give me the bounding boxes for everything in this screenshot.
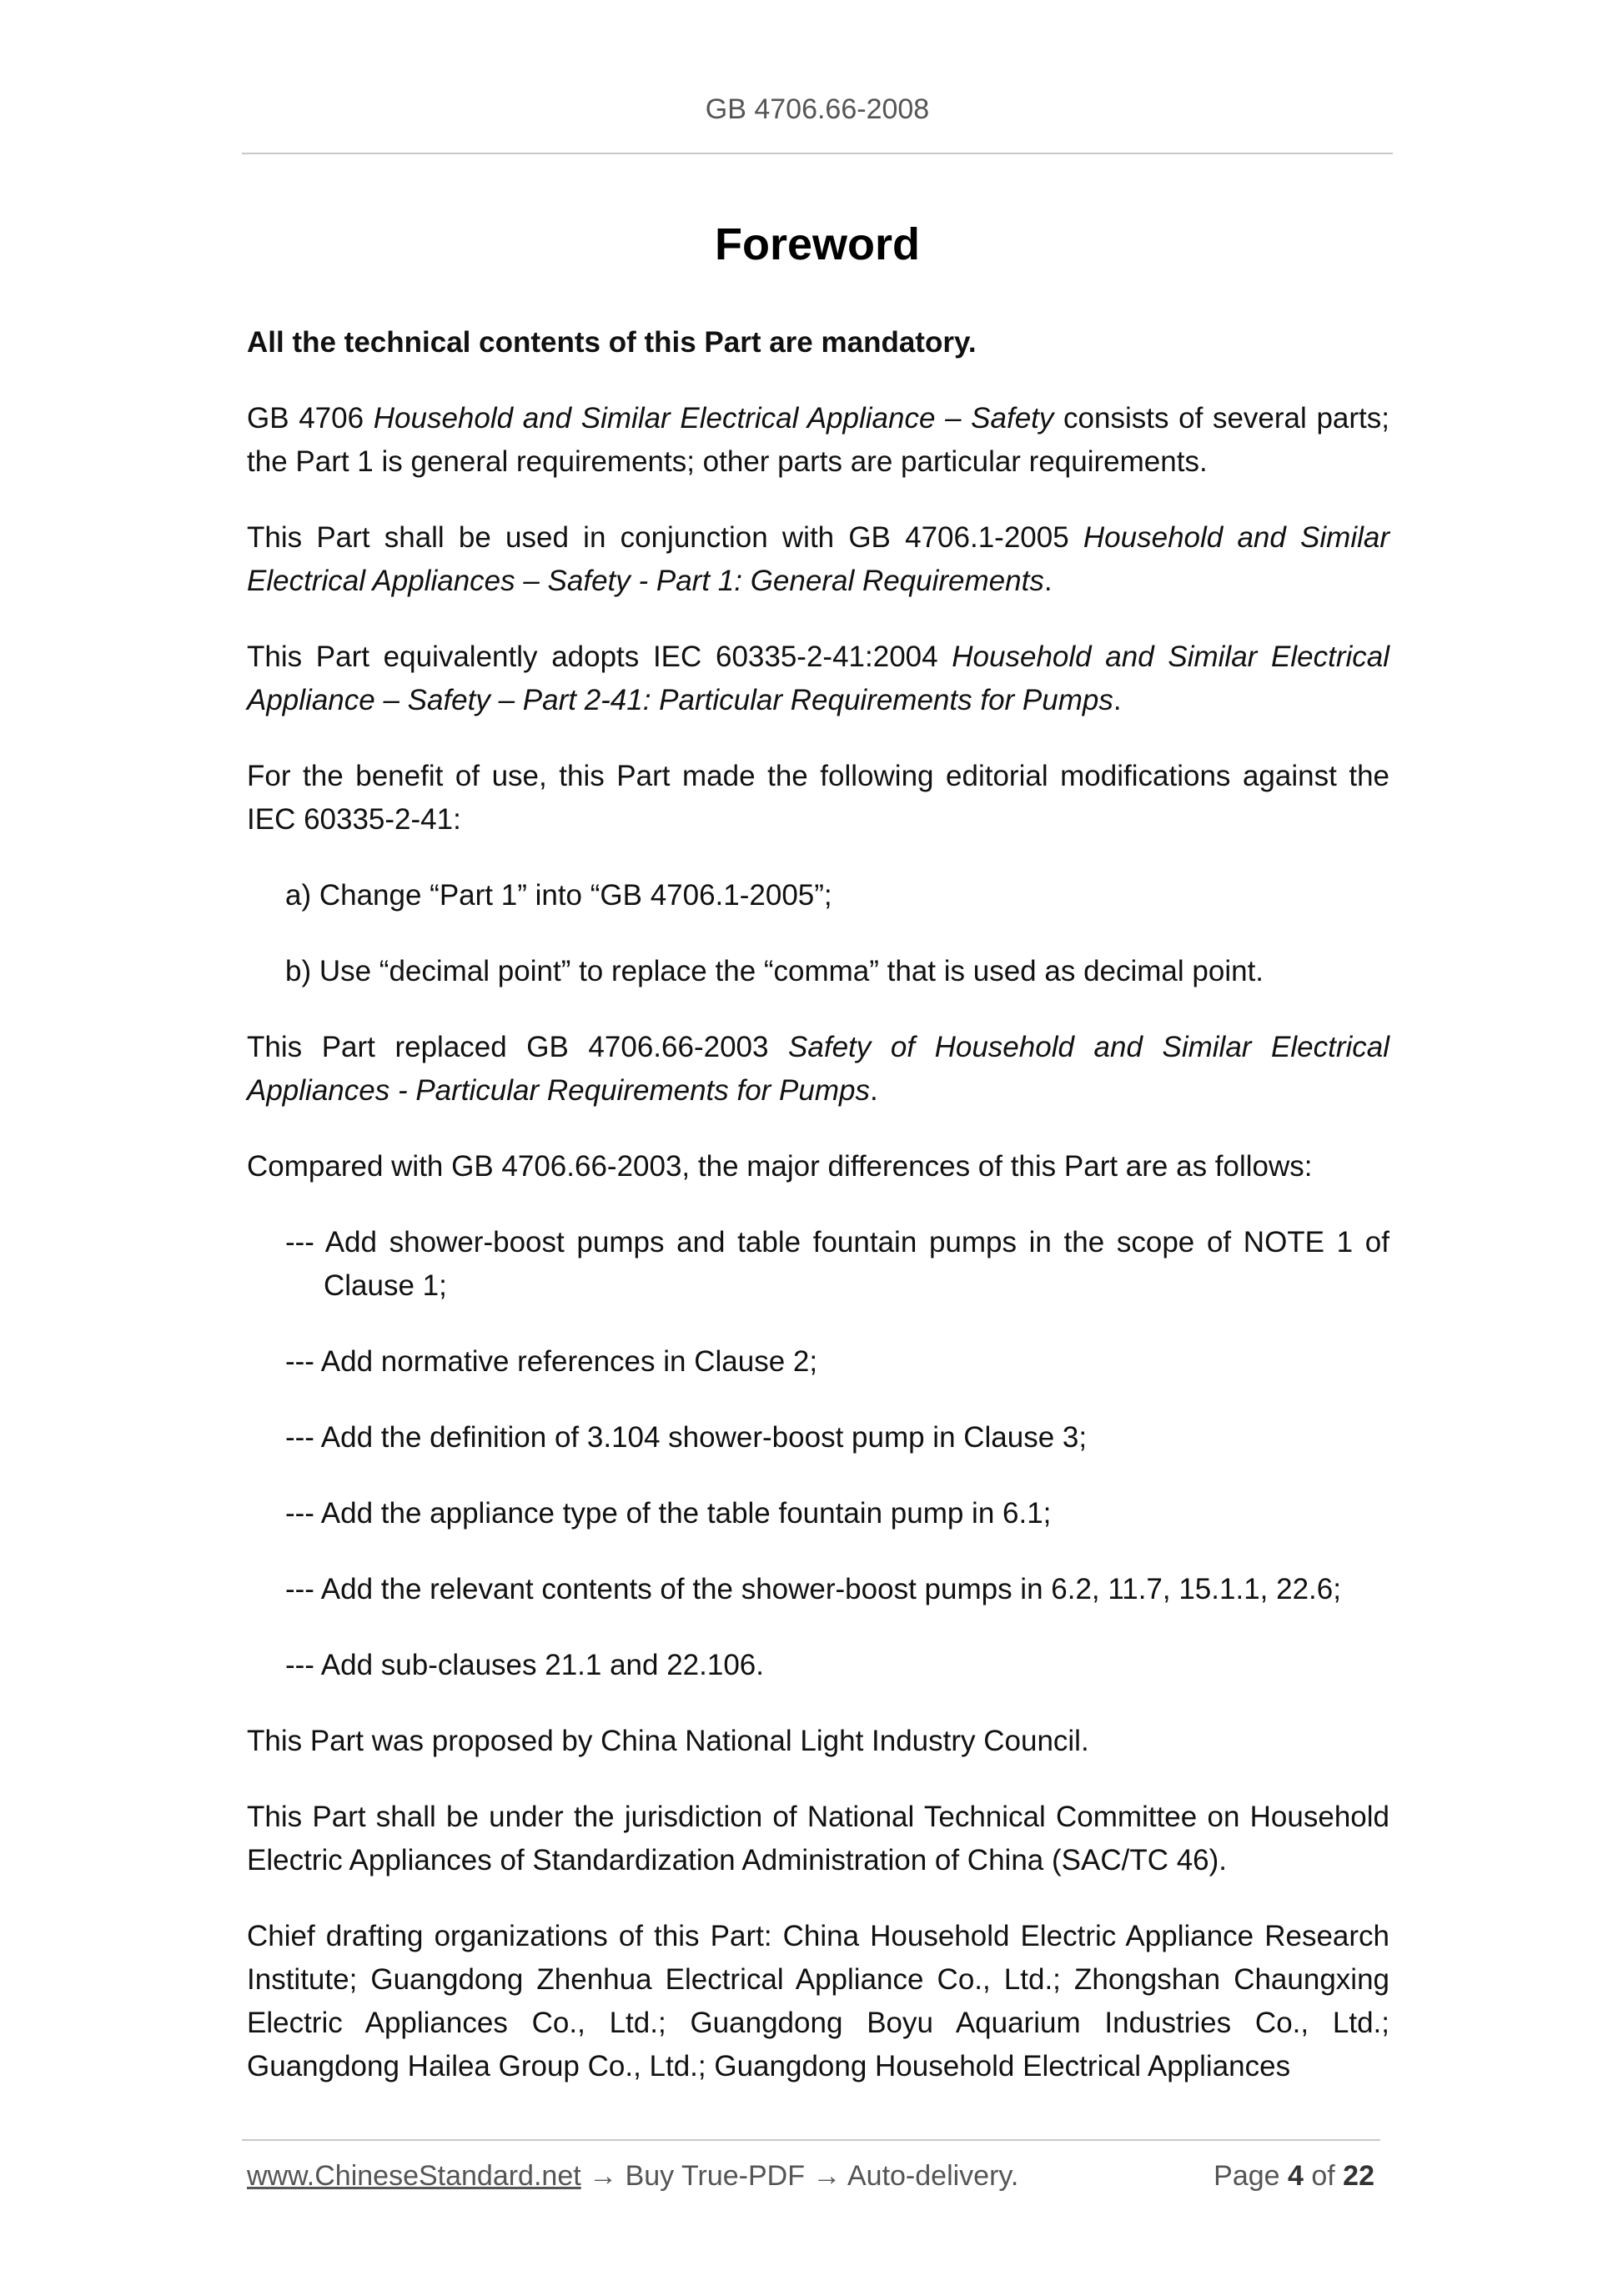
paragraph-jurisdiction: This Part shall be under the jurisdiction of National Technical Committee on Household Electric Appliances of Standardization Administration of China (SAC/TC 46). (247, 1801, 1389, 1876)
footer-tagline: → Buy True-PDF → Auto-delivery. (580, 2160, 1019, 2192)
paragraph-modifications: For the benefit of use, this Part made the following editorial modifications against the IEC 60335-2-41: (247, 760, 1389, 836)
current-page: 4 (1288, 2160, 1304, 2192)
difference-item: --- Add the definition of 3.104 shower-boost pump in Clause 3; (285, 1421, 1088, 1454)
website-link[interactable]: www.ChineseStandard.net (247, 2160, 581, 2192)
paragraph-conjunction: This Part shall be used in conjunction with GB 4706.1-2005 Household and Similar Electrical Appliances – Safety - Part 1: General Requirements. (247, 521, 1389, 597)
difference-item: --- Add shower-boost pumps and table fountain pumps in the scope of NOTE 1 of Clause 1; (285, 1226, 1389, 1302)
footer-divider (242, 2139, 1380, 2141)
page-number: Page 4 of 22 (1213, 2160, 1374, 2192)
list-item-b: b) Use “decimal point” to replace the “comma” that is used as decimal point. (285, 955, 1264, 987)
page-footer (247, 2160, 1381, 2193)
paragraph-series: GB 4706 Household and Similar Electrical Appliance – Safety consists of several parts; the Part 1 is general requirements; other parts are particular requirements. (247, 402, 1389, 478)
header-divider (242, 153, 1393, 154)
running-header: GB 4706.66-2008 (705, 93, 930, 125)
paragraph-differences: Compared with GB 4706.66-2003, the major differences of this Part are as follows: (247, 1150, 1313, 1183)
difference-item: --- Add the appliance type of the table fountain pump in 6.1; (285, 1497, 1052, 1530)
paragraph-adoption: This Part equivalently adopts IEC 60335-2-41:2004 Household and Similar Electrical Appliance – Safety – Part 2-41: Particular Requirements for Pumps. (247, 641, 1389, 716)
difference-item: --- Add normative references in Clause 2; (285, 1345, 818, 1378)
mandatory-statement: All the technical contents of this Part are mandatory. (247, 326, 977, 359)
list-item-a: a) Change “Part 1” into “GB 4706.1-2005”; (285, 879, 832, 912)
paragraph-replaced: This Part replaced GB 4706.66-2003 Safety of Household and Similar Electrical Appliances - Particular Requirements for Pumps. (247, 1031, 1389, 1107)
difference-item: --- Add the relevant contents of the shower-boost pumps in 6.2, 11.7, 15.1.1, 22.6; (285, 1573, 1341, 1605)
foreword-body (247, 321, 1389, 2088)
page-title: Foreword (714, 219, 920, 269)
paragraph-proposed: This Part was proposed by China National Light Industry Council. (247, 1725, 1089, 1757)
difference-item: --- Add sub-clauses 21.1 and 22.106. (285, 1649, 764, 1681)
total-pages: 22 (1343, 2160, 1374, 2192)
paragraph-drafting-organizations: Chief drafting organizations of this Part: China Household Electric Appliance Research Institute; Guangdong Zhenhua Electrical Appliance Co., Ltd.; Zhongshan Chaungxing Electric Appliances Co., Ltd.; Guangdong Boyu Aquarium Industries Co., Ltd.; Guangdong Hailea Group Co., Ltd.; Guangdong Household Electrical Appliances (247, 1920, 1389, 2082)
